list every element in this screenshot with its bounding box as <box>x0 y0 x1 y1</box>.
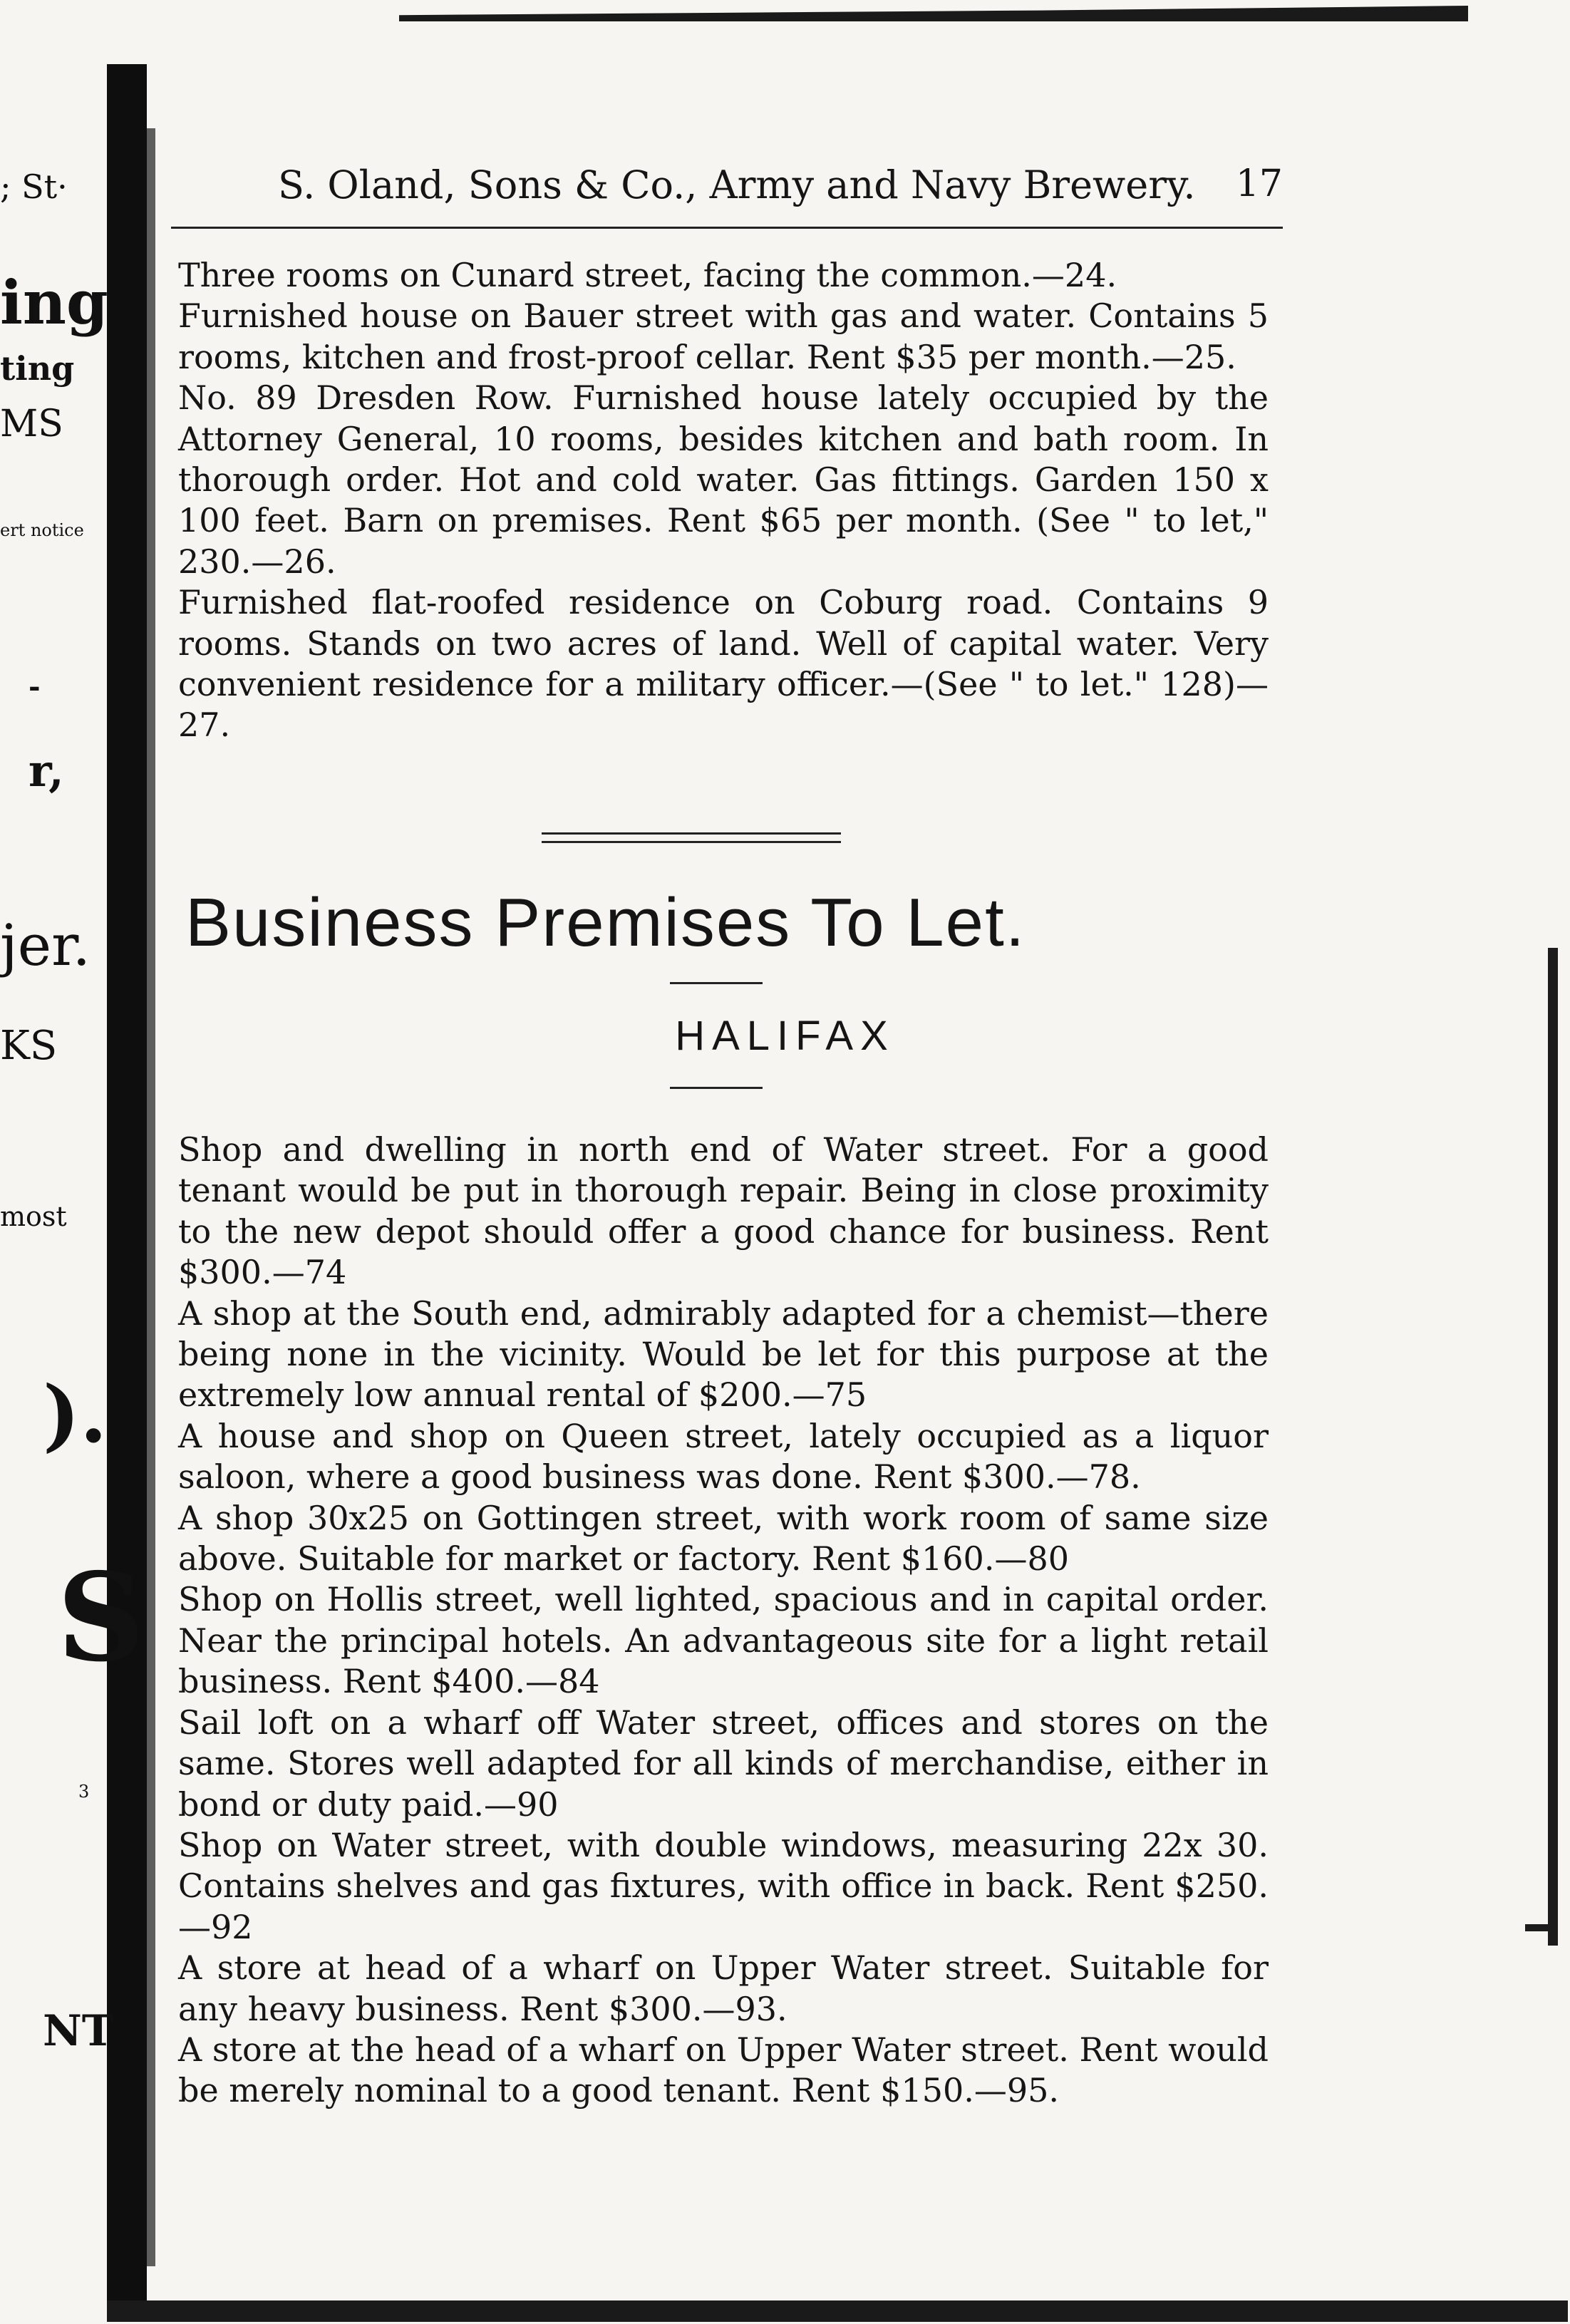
margin-fragment: - <box>29 670 41 703</box>
listing-item: Sail loft on a wharf off Water street, offices and stores on the same. Stores well adapted for all kinds of merchandise, either in bond or duty paid.—90 <box>178 1703 1269 1824</box>
city-heading: HALIFAX <box>675 1013 895 1059</box>
section-title: Business Premises To Let. <box>185 884 1026 961</box>
listing-item: Three rooms on Cunard street, facing the common.—24. <box>178 256 1117 294</box>
business-listings <box>171 1130 1269 2112</box>
margin-fragment: S <box>57 1546 145 1689</box>
margin-fragment: KS <box>0 1023 58 1069</box>
listing-item: Furnished flat-roofed residence on Coburg road. Contains 9 rooms. Stands on two acres of land. Well of capital water. Very convenient residence for a military officer.—(See " to let." 128)—27. <box>178 583 1269 745</box>
margin-fragment: ert notice <box>0 520 84 540</box>
header-rule <box>171 227 1283 229</box>
margin-fragment: most <box>0 1201 67 1232</box>
listing-item: A shop 30x25 on Gottingen street, with work room of same size above. Suitable for market or factory. Rent $160.—80 <box>178 1498 1269 1579</box>
listing-item: Shop on Hollis street, well lighted, spacious and in capital order. Near the principal hotels. An advantageous site for a light retail business. Rent $400.—84 <box>178 1580 1269 1701</box>
margin-fragment: ting <box>0 349 75 388</box>
scan-bottom-rule <box>107 2300 1568 2322</box>
listing-item: Shop on Water street, with double windows, measuring 22x 30. Contains shelves and gas fixtures, with office in back. Rent $250.—92 <box>178 1825 1269 1946</box>
margin-fragment: MS <box>0 403 63 445</box>
margin-fragment: r, <box>29 745 64 797</box>
margin-fragment: ). <box>43 1368 108 1460</box>
binding-spine-edge <box>147 128 155 2266</box>
running-head <box>171 157 1283 214</box>
listing-item: A store at head of a wharf on Upper Water street. Suitable for any heavy business. Rent $300.—93. <box>178 1948 1269 2028</box>
margin-fragment: NT <box>43 2006 114 2056</box>
scan-right-edge <box>1548 948 1558 1946</box>
listing-item: Furnished house on Bauer street with gas and water. Contains 5 rooms, kitchen and frost-proof cellar. Rent $35 per month.—25. <box>178 296 1269 376</box>
listing-item: A store at the head of a wharf on Upper Water street. Rent would be merely nominal to a good tenant. Rent $150.—95. <box>178 2030 1269 2110</box>
margin-fragment: ; St· <box>0 167 68 206</box>
city-rule <box>670 1087 763 1089</box>
margin-fragment: 3 <box>78 1782 90 1802</box>
listing-item: A house and shop on Queen street, lately occupied as a liquor saloon, where a good business was done. Rent $300.—78. <box>178 1416 1269 1497</box>
margin-fragment: ing <box>0 267 108 338</box>
binding-spine-shadow <box>107 64 147 2309</box>
section-divider <box>542 841 841 843</box>
page-number: 17 <box>1235 162 1283 205</box>
listing-item: No. 89 Dresden Row. Furnished house lately occupied by the Attorney General, 10 rooms, besides kitchen and bath room. In thorough order. Hot and cold water. Gas fittings. Garden 150 x 100 feet. Barn on premises. Rent $65 per month. (See " to let," 230.—26. <box>178 378 1269 581</box>
margin-fragment: jer. <box>0 912 91 978</box>
title-rule <box>670 982 763 984</box>
listing-item: A shop at the South end, admirably adapted for a chemist—there being none in the vicinity. Would be let for this purpose at the extremely low annual rental of $200.—75 <box>178 1293 1269 1415</box>
section-divider <box>542 832 841 835</box>
scan-right-edge-foot <box>1525 1924 1558 1931</box>
residence-listings <box>171 255 1269 746</box>
running-title: S. Oland, Sons & Co., Army and Navy Brewery. <box>278 162 1196 207</box>
scan-top-rule <box>399 6 1468 21</box>
listing-item: Shop and dwelling in north end of Water street. For a good tenant would be put in thorough repair. Being in close proximity to the new depot should offer a good chance for business. Rent $300.—74 <box>178 1130 1269 1292</box>
